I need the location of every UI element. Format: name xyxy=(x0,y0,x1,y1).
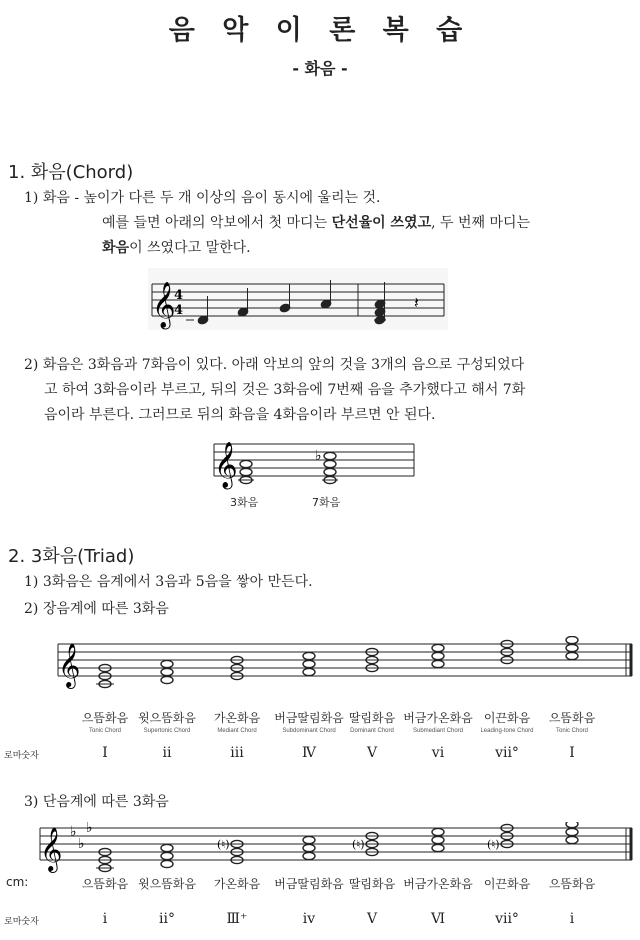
natural-icon-5: (♮) xyxy=(352,838,365,851)
treble-clef-icon: 𝄞 xyxy=(40,827,63,871)
minor-chord-2-note-3 xyxy=(161,844,173,851)
major-chord-name-3: 가온화음 xyxy=(213,711,261,725)
major-chord-english-6: Submediant Chord xyxy=(412,728,464,734)
minor-chord-2-note-1 xyxy=(161,860,173,867)
s1-item1-line3-bold: 화음 xyxy=(102,240,130,256)
natural-icon-7: (♮) xyxy=(487,838,500,851)
seventh-note-2 xyxy=(324,468,336,475)
minor-chord-name-2: 윗으뜸화음 xyxy=(138,877,196,891)
major-roman-1: I xyxy=(102,745,108,761)
s1-item1-line3 xyxy=(102,236,251,261)
flat-icon: ♭ xyxy=(315,448,322,464)
minor-chord-name-6: 버금가온화음 xyxy=(403,877,473,891)
section2-heading: 2. 3화음(Triad) xyxy=(8,546,135,567)
treble-clef-icon: 𝄞 xyxy=(58,643,81,687)
minor-roman-3: Ⅲ⁺ xyxy=(226,911,248,927)
minor-roman-8: i xyxy=(569,911,575,927)
s2-item3: 3) 단음계에 따른 3화음 xyxy=(24,794,169,810)
major-roman-4: Ⅳ xyxy=(302,745,316,761)
score-minor-triads xyxy=(36,822,634,874)
minor-roman-7: vii° xyxy=(495,911,519,927)
major-chord-name-4: 버금딸림화음 xyxy=(274,711,344,725)
s1-item2-line3: 음이라 부른다. 그러므로 뒤의 화음을 4화음이라 부르면 안 된다. xyxy=(44,407,436,423)
minor-roman-6: Ⅵ xyxy=(430,911,446,927)
page-title: 음 악 이 론 복 습 xyxy=(168,15,472,46)
major-chord-2-note-1 xyxy=(161,676,173,683)
treble-clef-icon: 𝄞 xyxy=(214,442,238,488)
major-chord-name-5: 딸림화음 xyxy=(348,711,396,725)
key-flat-icon-1: ♭ xyxy=(70,824,77,840)
major-chord-4-note-2 xyxy=(303,660,315,667)
s1-item1-line2-a: 예를 들면 아래의 악보에서 첫 마디는 xyxy=(102,215,332,231)
key-flat-icon-3: ♭ xyxy=(86,822,93,836)
minor-chord-8-note-1 xyxy=(566,836,578,843)
s1-item2-line2: 고 하여 3화음이라 부르고, 뒤의 것은 3화음에 7번째 음을 추가했다고 해서 7화 xyxy=(44,382,526,398)
quarter-rest-icon: 𝄽 xyxy=(414,293,419,312)
major-chord-name-8: 으뜸화음 xyxy=(548,711,596,725)
page-subtitle: - 화음 - xyxy=(292,59,348,78)
major-chord-name-2: 윗으뜸화음 xyxy=(138,711,196,725)
minor-key-label: cm: xyxy=(6,875,29,889)
major-chord-6-note-1 xyxy=(432,660,444,667)
triad-note-3 xyxy=(240,460,252,467)
s1-item1-line2 xyxy=(102,211,530,236)
s1-item1-line3-b: 이 쓰였다고 말한다. xyxy=(129,240,251,256)
seventh-note-3 xyxy=(324,460,336,467)
s1-item1-line2-bold: 단선율이 쓰였고 xyxy=(331,215,432,231)
major-roman-6: vi xyxy=(431,745,445,761)
minor-chord-8-note-2 xyxy=(566,828,578,835)
caption-triad: 3화음 xyxy=(230,496,259,509)
major-chord-2-note-2 xyxy=(161,668,173,675)
svg-text:4: 4 xyxy=(174,288,184,303)
major-chord-8-note-3 xyxy=(566,636,578,643)
s2-item1: 1) 3화음은 음계에서 3음과 5음을 쌓아 만든다. xyxy=(24,574,313,590)
major-chord-english-2: Supertonic Chord xyxy=(143,728,191,734)
minor-chord-8-note-3 xyxy=(566,822,578,828)
major-roman-2: ii xyxy=(162,745,172,761)
major-chord-name-7: 이끈화음 xyxy=(483,711,531,725)
major-chord-4-note-1 xyxy=(303,668,315,675)
major-chord-english-7: Leading-tone Chord xyxy=(480,728,534,734)
minor-roman-5: V xyxy=(366,911,378,927)
major-chord-english-1: Tonic Chord xyxy=(88,728,121,734)
s2-item2: 2) 장음계에 따른 3화음 xyxy=(24,601,169,617)
major-chord-english-8: Tonic Chord xyxy=(555,728,588,734)
major-roman-3: iii xyxy=(230,745,244,761)
major-chord-name-1: 으뜸화음 xyxy=(81,711,129,725)
caption-seventh: 7화음 xyxy=(312,496,341,509)
major-chord-english-4: Subdominant Chord xyxy=(282,728,336,734)
minor-chord-name-4: 버금딸림화음 xyxy=(274,877,344,891)
minor-chord-name-8: 으뜸화음 xyxy=(548,877,596,891)
score-major-triads xyxy=(54,636,634,694)
s1-item1-line1: 1) 화음 - 높이가 다른 두 개 이상의 음이 동시에 울리는 것. xyxy=(24,190,381,206)
major-chord-8-note-2 xyxy=(566,644,578,651)
minor-chord-6-note-3 xyxy=(432,828,444,835)
s1-item1-line2-c: , 두 번째 마디는 xyxy=(431,215,531,231)
minor-chord-name-5: 딸림화음 xyxy=(348,877,396,891)
minor-chord-name-7: 이끈화음 xyxy=(483,877,531,891)
minor-chord-4-note-2 xyxy=(303,844,315,851)
minor-chord-name-3: 가온화음 xyxy=(213,877,261,891)
minor-roman-2: ii° xyxy=(159,911,175,927)
major-roman-5: V xyxy=(366,745,378,761)
minor-chord-2-note-2 xyxy=(161,852,173,859)
major-chord-4-note-3 xyxy=(303,652,315,659)
natural-icon-3: (♮) xyxy=(217,838,230,851)
major-roman-7: vii° xyxy=(495,745,519,761)
minor-chord-6-note-2 xyxy=(432,836,444,843)
minor-chord-4-note-1 xyxy=(303,852,315,859)
major-chord-english-3: Mediant Chord xyxy=(217,728,257,734)
minor-roman-1: i xyxy=(102,911,108,927)
triad-note-2 xyxy=(240,468,252,475)
minor-roman-4: iv xyxy=(302,911,316,927)
key-flat-icon-2: ♭ xyxy=(78,836,85,852)
major-chord-8-note-1 xyxy=(566,652,578,659)
minor-chord-name-1: 으뜸화음 xyxy=(81,877,129,891)
major-chord-english-5: Dominant Chord xyxy=(350,728,394,734)
major-chord-6-note-3 xyxy=(432,644,444,651)
major-chord-6-note-2 xyxy=(432,652,444,659)
major-chord-2-note-3 xyxy=(161,660,173,667)
section1-heading: 1. 화음(Chord) xyxy=(8,162,134,183)
score-melody-vs-chord xyxy=(148,268,448,330)
major-roman-label: 로마숫자 xyxy=(4,751,39,761)
svg-text:4: 4 xyxy=(174,303,184,318)
s1-item2-line1: 2) 화음은 3화음과 7화음이 있다. 아래 악보의 앞의 것을 3개의 음으로 구성되었다 xyxy=(24,357,525,373)
minor-chord-6-note-1 xyxy=(432,844,444,851)
major-roman-8: I xyxy=(569,745,575,761)
major-chord-name-6: 버금가온화음 xyxy=(403,711,473,725)
seventh-note-4 xyxy=(324,452,336,459)
treble-clef-icon: 𝄞 xyxy=(152,282,176,328)
score-triad-vs-seventh xyxy=(210,432,416,490)
minor-roman-label: 로마숫자 xyxy=(4,917,39,927)
minor-chord-4-note-3 xyxy=(303,836,315,843)
